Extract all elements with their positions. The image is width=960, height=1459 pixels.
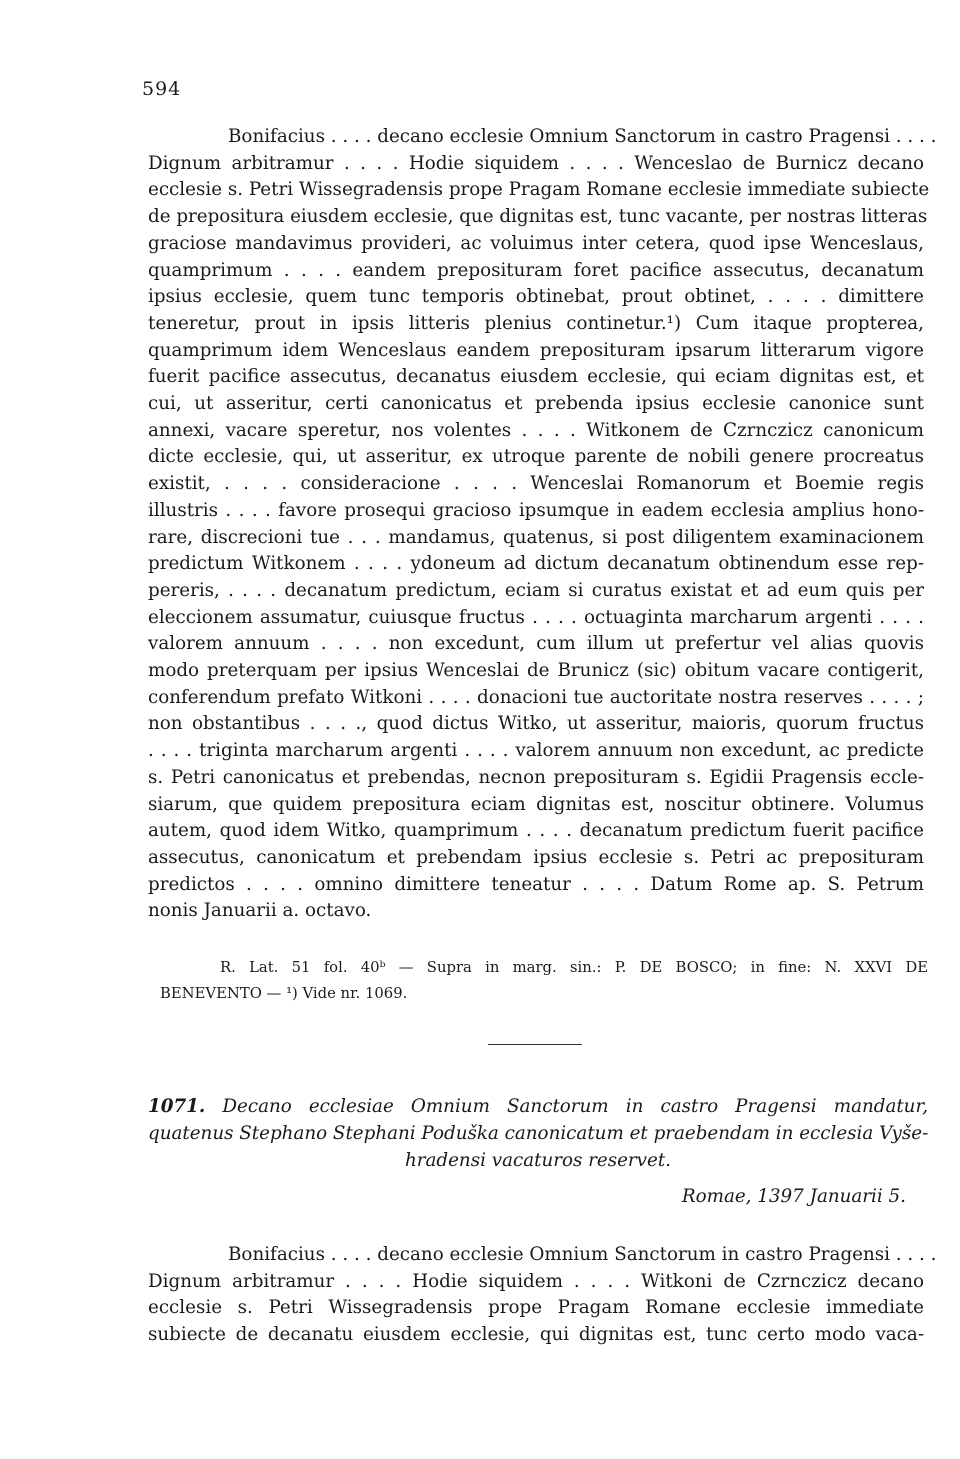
text-line: pereris, . . . . decanatum predictum, eciam si curatus existat et ad eum quis per	[148, 579, 924, 601]
text-line: fuerit pacifice assecutus, decanatus eiusdem ecclesie, qui eciam dignitas est, et	[148, 366, 924, 388]
section-divider	[488, 1044, 582, 1045]
text-line: dicte ecclesie, qui, ut asseritur, ex utroque parente de nobili genere procreatus	[148, 446, 924, 468]
text-line: annexi, vacare speretur, nos volentes . . . . Witkonem de Czrnczicz canonicum	[148, 419, 924, 441]
text-line: autem, quod idem Witko, quamprimum . . . . decanatum predictum fuerit pacifice	[148, 820, 924, 842]
text-line: cui, ut asseritur, certi canonicatus et prebenda ipsius ecclesie canonice sunt	[148, 393, 924, 415]
text-line: Dignum arbitramur . . . . Hodie siquidem . . . . Wenceslao de Burnicz decano	[148, 152, 924, 174]
letter-1070-text	[148, 124, 937, 925]
letter-1071-text	[148, 1242, 937, 1349]
text-line: s. Petri canonicatus et prebendas, necnon preposituram s. Egidii Pragensis eccle-	[148, 766, 924, 788]
text-line: ecclesie s. Petri Wissegradensis prope Pragam Romane ecclesie immediate	[148, 1297, 924, 1319]
text-line: Bonifacius . . . . decano ecclesie Omnium Sanctorum in castro Pragensi . . . .	[228, 126, 937, 147]
source-note	[160, 955, 928, 1007]
text-line: eleccionem assumatur, cuiusque fructus . . . . octuaginta marcharum argenti . . . .	[148, 606, 924, 628]
text-line: assecutus, canonicatum et prebendam ipsius ecclesie s. Petri ac preposituram	[148, 846, 924, 868]
entry-summary: quatenus Stephano Stephani Poduška canonicatum et praebendam in ecclesia Vyše-	[148, 1123, 929, 1144]
text-line: illustris . . . . favore prosequi gracioso ipsumque in eadem ecclesia amplius hono-	[148, 499, 924, 521]
text-line: non obstantibus . . . ., quod dictus Witko, ut asseritur, maioris, quorum fructus	[148, 713, 924, 735]
text-line: valorem annuum . . . . non excedunt, cum illum ut prefertur vel alias quovis	[148, 633, 924, 655]
text-line: predictum Witkonem . . . . ydoneum ad dictum decanatum obtinendum esse rep-	[148, 553, 924, 575]
text-line: graciose mandavimus provideri, ac voluimus inter cetera, quod ipse Wenceslaus,	[148, 232, 924, 254]
text-line: modo preterquam per ipsius Wenceslai de Brunicz (sic) obitum vacare contigerit,	[148, 660, 924, 682]
text-line: predictos . . . . omnino dimittere teneatur . . . . Datum Rome ap. S. Petrum	[148, 873, 924, 895]
entry-summary: Decano ecclesiae Omnium Sanctorum in castro Pragensi mandatur,	[222, 1096, 929, 1117]
text-line: de prepositura eiusdem ecclesie, que dignitas est, tunc vacante, per nostras litteras	[148, 206, 928, 228]
text-line: quamprimum . . . . eandem preposituram foret pacifice assecutus, decanatum	[148, 259, 924, 281]
text-line: ecclesie s. Petri Wissegradensis prope Pragam Romane ecclesie immediate subiecte	[148, 179, 930, 201]
text-line: conferendum prefato Witkoni . . . . donacioni tue auctoritate nostra reserves . . . . ;	[148, 686, 924, 708]
text-line: ipsius ecclesie, quem tunc temporis obtinebat, prout obtinet, . . . . dimittere	[148, 286, 924, 308]
text-line: Dignum arbitramur . . . . Hodie siquidem . . . . Witkoni de Czrnczicz decano	[148, 1270, 924, 1292]
page-number: 594	[142, 78, 182, 100]
text-line: existit, . . . . consideracione . . . . Wenceslai Romanorum et Boemie regis	[148, 473, 924, 495]
text-line: rare, discrecioni tue . . . mandamus, quatenus, si post diligentem examinacionem	[148, 526, 924, 548]
text-line: nonis Januarii a. octavo.	[148, 900, 372, 922]
text-line: siarum, que quidem prepositura eciam dignitas est, noscitur obtinere. Volumus	[148, 793, 924, 815]
entry-summary: hradensi vacaturos reservet.	[405, 1150, 671, 1171]
text-line: subiecte de decanatu eiusdem ecclesie, qui dignitas est, tunc certo modo vaca-	[148, 1324, 924, 1346]
text-line: Bonifacius . . . . decano ecclesie Omnium Sanctorum in castro Pragensi . . . .	[228, 1244, 937, 1265]
text-line: . . . . triginta marcharum argenti . . . . valorem annuum non excedunt, ac predicte	[148, 740, 924, 762]
entry-date: Romae, 1397 Januarii 5.	[681, 1186, 906, 1207]
entry-heading	[148, 1093, 928, 1174]
note-line: BENEVENTO — ¹) Vide nr. 1069.	[160, 985, 408, 1002]
entry-number: 1071.	[148, 1096, 206, 1117]
note-line: R. Lat. 51 fol. 40ᵇ — Supra in marg. sin.: P. DE BOSCO; in fine: N. XXVI DE	[220, 959, 928, 976]
text-line: quamprimum idem Wenceslaus eandem preposituram ipsarum litterarum vigore	[148, 339, 924, 361]
text-line: teneretur, prout in ipsis litteris plenius continetur.¹) Cum itaque propterea,	[148, 312, 924, 334]
